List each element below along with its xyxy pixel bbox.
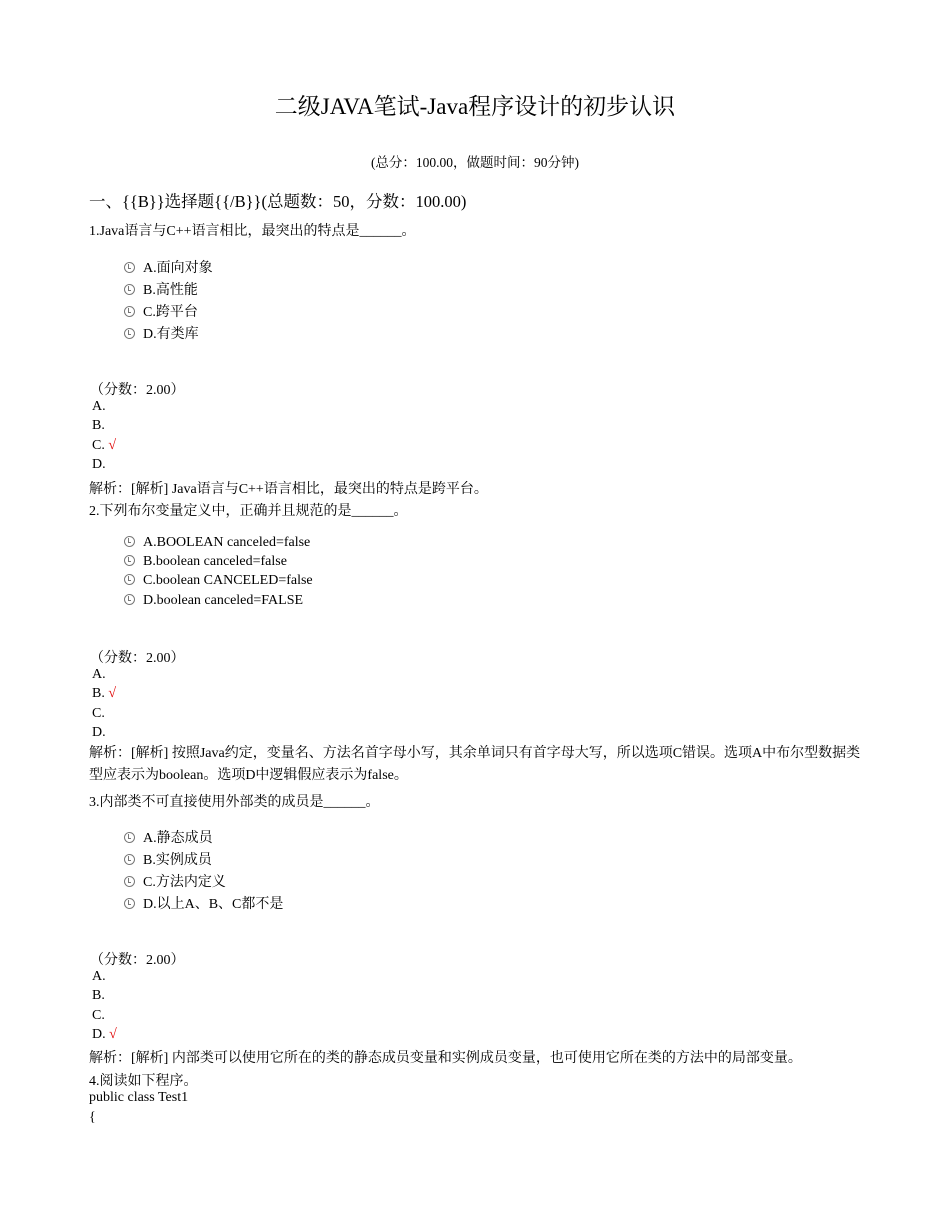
radio-icon[interactable] — [124, 876, 135, 887]
radio-icon[interactable] — [124, 898, 135, 909]
question-2-option-d[interactable]: D.boolean canceled=FALSE — [124, 593, 303, 609]
radio-icon[interactable] — [124, 555, 135, 566]
question-1-score: （分数：2.00） — [90, 383, 185, 398]
question-3-stem: 3.内部类不可直接使用外部类的成员是______。 — [89, 795, 380, 810]
question-2-answer-c: C. — [92, 706, 105, 721]
check-mark-icon: √ — [108, 438, 117, 453]
check-mark-icon: √ — [108, 686, 117, 701]
radio-icon[interactable] — [124, 832, 135, 843]
section-heading: 一、{{B}}选择题{{/B}}(总题数：50，分数：100.00) — [89, 192, 467, 211]
question-2-score: （分数：2.00） — [90, 651, 185, 666]
question-3-option-b[interactable]: B.实例成员 — [124, 849, 212, 869]
question-1-option-d[interactable]: D.有类库 — [124, 323, 199, 343]
question-3-option-a[interactable]: A.静态成员 — [124, 827, 213, 847]
question-1-answer-a: A. — [92, 399, 106, 414]
question-3-answer-d: D. √ — [92, 1027, 117, 1042]
question-3-answer-b: B. — [92, 988, 105, 1003]
question-3-option-c[interactable]: C.方法内定义 — [124, 871, 226, 891]
page-title: 二级JAVA笔试-Java程序设计的初步认识 — [274, 94, 676, 119]
question-1-answer-b: B. — [92, 418, 105, 433]
radio-icon[interactable] — [124, 328, 135, 339]
radio-icon[interactable] — [124, 284, 135, 295]
radio-icon[interactable] — [124, 262, 135, 273]
question-1-analysis: 解析：[解析] Java语言与C++语言相比，最突出的特点是跨平台。 — [89, 482, 488, 497]
radio-icon[interactable] — [124, 306, 135, 317]
question-3-answer-c: C. — [92, 1008, 105, 1023]
question-2-answer-b: B. √ — [92, 686, 117, 701]
question-3-option-d[interactable]: D.以上A、B、C都不是 — [124, 893, 283, 913]
question-3-analysis: 解析：[解析] 内部类可以使用它所在的类的静态成员变量和实例成员变量，也可使用它所在类的方法中的局部变量。 — [89, 1051, 802, 1066]
question-2-analysis: 解析：[解析] 按照Java约定，变量名、方法名首字母小写，其余单词只有首字母大写，所以选项C错误。选项A中布尔型数据类型应表示为boolean。选项D中逻辑假应表示为false。 — [89, 746, 861, 783]
check-mark-icon: √ — [109, 1027, 117, 1042]
question-2-stem: 2.下列布尔变量定义中，正确并且规范的是______。 — [89, 504, 408, 519]
question-1-answer-c: C. √ — [92, 438, 117, 453]
exam-info: (总分：100.00，做题时间：90分钟) — [370, 155, 580, 170]
question-2-option-a[interactable]: A.BOOLEAN canceled=false — [124, 535, 310, 551]
question-1-option-a[interactable]: A.面向对象 — [124, 257, 213, 277]
radio-icon[interactable] — [124, 854, 135, 865]
question-1-option-c[interactable]: C.跨平台 — [124, 301, 198, 321]
question-3-score: （分数：2.00） — [90, 953, 185, 968]
question-1-answer-d: D. — [92, 457, 106, 472]
radio-icon[interactable] — [124, 594, 135, 605]
question-4-stem: 4.阅读如下程序。 — [89, 1074, 198, 1089]
question-2-answer-d: D. — [92, 725, 106, 740]
question-2-option-c[interactable]: C.boolean CANCELED=false — [124, 573, 313, 589]
code-line: public class Test1 — [89, 1090, 189, 1105]
question-1-stem: 1.Java语言与C++语言相比，最突出的特点是______。 — [89, 224, 416, 239]
question-2-answer-a: A. — [92, 667, 106, 682]
radio-icon[interactable] — [124, 574, 135, 585]
question-1-option-b[interactable]: B.高性能 — [124, 279, 198, 299]
radio-icon[interactable] — [124, 536, 135, 547]
question-2-option-b[interactable]: B.boolean canceled=false — [124, 554, 287, 570]
code-line: { — [89, 1110, 96, 1125]
question-3-answer-a: A. — [92, 969, 106, 984]
